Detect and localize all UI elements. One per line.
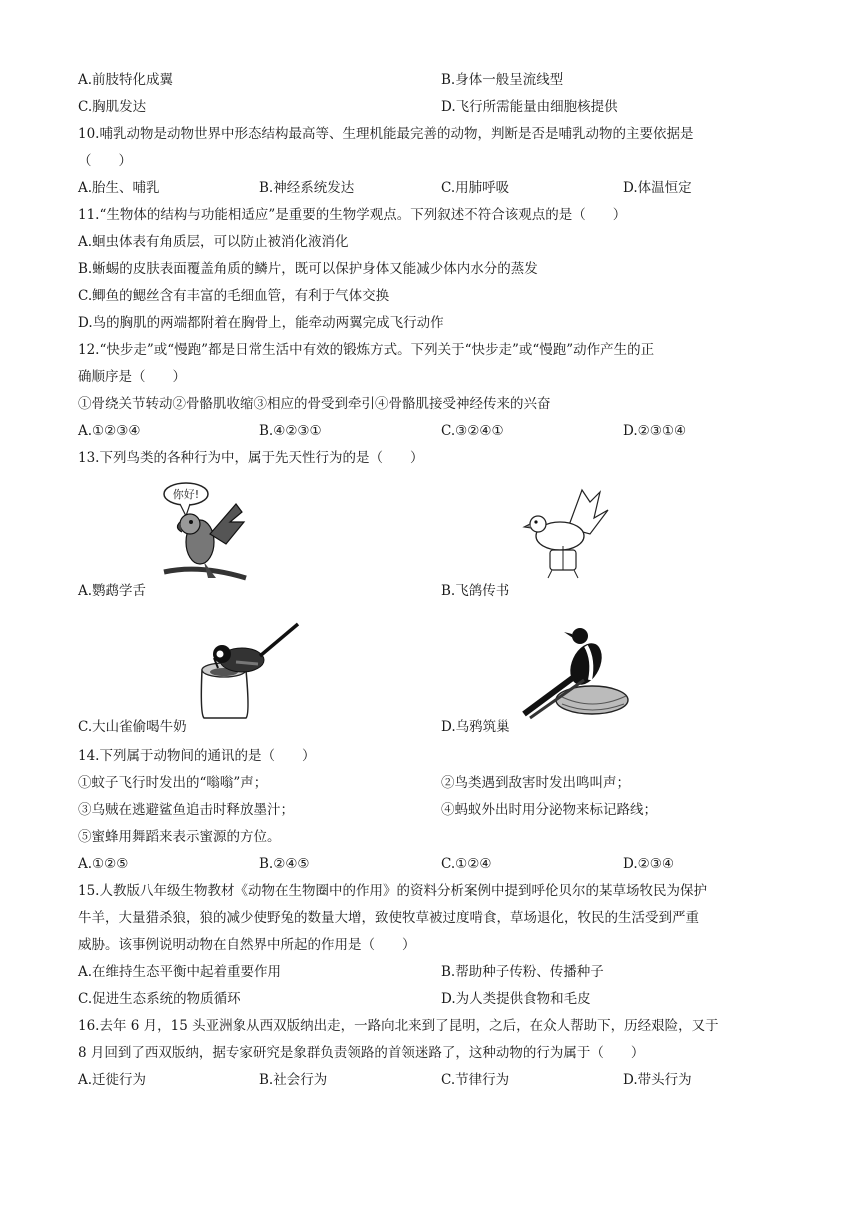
- q9-option-c: C.胸肌发达: [78, 99, 147, 115]
- q16-option-c: C.节律行为: [441, 1072, 510, 1088]
- q11-option-b: B.蜥蜴的皮肤表面覆盖角质的鳞片，既可以保护身体又能减少体内水分的蒸发: [78, 261, 538, 277]
- q12-option-d: D.②③①④: [623, 423, 687, 439]
- q14-stem: 14.下列属于动物间的通讯的是（ ）: [78, 748, 316, 764]
- q9-option-a: A.前肢特化成翼: [78, 72, 174, 88]
- q14-option-d: D.②③④: [623, 856, 674, 872]
- q9-option-b: B.身体一般呈流线型: [441, 72, 564, 88]
- q14-item-3: ③乌贼在逃避鲨鱼追击时释放墨汁；: [78, 802, 294, 818]
- q15-option-d: D.为人类提供食物和毛皮: [441, 991, 591, 1007]
- q15-stem-cont-1: 牛羊，大量猎杀狼，狼的减少使野兔的数量大增，致使牧草被过度啃食，草场退化，牧民的生活受到严重: [78, 910, 699, 926]
- q11-option-d: D.鸟的胸肌的两端都附着在胸骨上，能牵动两翼完成飞行动作: [78, 315, 444, 331]
- q13-option-c: C.大山雀偷喝牛奶: [78, 719, 187, 735]
- q13-option-b: B.飞鸽传书: [441, 583, 510, 599]
- q10-stem-cont: （ ）: [78, 153, 132, 169]
- q9-option-d: D.飞行所需能量由细胞核提供: [441, 99, 618, 115]
- q14-option-c: C.①②④: [441, 856, 492, 872]
- parrot-image: [160, 482, 256, 582]
- q10-option-a: A.胎生、哺乳: [78, 180, 160, 196]
- q14-item-1: ①蚊子飞行时发出的“嗡嗡”声；: [78, 775, 268, 791]
- q11-option-c: C.鲫鱼的鳃丝含有丰富的毛细血管，有利于气体交换: [78, 288, 390, 304]
- q16-stem-cont: 8 月回到了西双版纳，据专家研究是象群负责领路的首领迷路了，这种动物的行为属于（ ）: [78, 1045, 645, 1061]
- q16-option-d: D.带头行为: [623, 1072, 692, 1088]
- q14-item-4: ④蚂蚁外出时用分泌物来标记路线；: [441, 802, 657, 818]
- q15-stem: 15.人教版八年级生物教材《动物在生物圈中的作用》的资料分析案例中提到呼伦贝尔的某草场牧民为保护: [78, 883, 707, 899]
- q12-option-b: B.④②③①: [259, 423, 322, 439]
- q12-option-a: A.①②③④: [78, 423, 141, 439]
- q12-option-c: C.③②④①: [441, 423, 504, 439]
- tit-milk-image: [196, 620, 302, 720]
- crow-nest-image: [520, 620, 632, 720]
- q14-option-a: A.①②⑤: [78, 856, 129, 872]
- q13-stem: 13.下列鸟类的各种行为中，属于先天性行为的是（ ）: [78, 450, 424, 466]
- q12-steps: ①骨绕关节转动②骨骼肌收缩③相应的骨受到牵引④骨骼肌接受神经传来的兴奋: [78, 396, 551, 412]
- speech-bubble-text: 你好!: [172, 488, 200, 501]
- q10-option-b: B.神经系统发达: [259, 180, 355, 196]
- q12-stem: 12.“快步走”或“慢跑”都是日常生活中有效的锻炼方式。下列关于“快步走”或“慢跑”动作产生的正: [78, 342, 655, 358]
- q11-option-a: A.蛔虫体表有角质层，可以防止被消化液消化: [78, 234, 349, 250]
- q14-option-b: B.②④⑤: [259, 856, 310, 872]
- q16-option-a: A.迁徙行为: [78, 1072, 147, 1088]
- pigeon-image: [520, 484, 612, 580]
- q10-option-d: D.体温恒定: [623, 180, 692, 196]
- q14-item-5: ⑤蜜蜂用舞蹈来表示蜜源的方位。: [78, 829, 281, 845]
- q13-option-a: A.鹦鹉学舌: [78, 583, 147, 599]
- q11-stem: 11.“生物体的结构与功能相适应”是重要的生物学观点。下列叙述不符合该观点的是（ ）: [78, 207, 627, 223]
- q14-item-2: ②鸟类遇到敌害时发出鸣叫声；: [441, 775, 630, 791]
- q15-option-c: C.促进生态系统的物质循环: [78, 991, 241, 1007]
- q16-option-b: B.社会行为: [259, 1072, 328, 1088]
- q16-stem: 16.去年 6 月，15 头亚洲象从西双版纳出走，一路向北来到了昆明，之后，在众人帮助下，历经艰险，又于: [78, 1018, 719, 1034]
- q15-option-b: B.帮助种子传粉、传播种子: [441, 964, 604, 980]
- q13-option-d: D.乌鸦筑巢: [441, 719, 510, 735]
- q15-option-a: A.在维持生态平衡中起着重要作用: [78, 964, 282, 980]
- q15-stem-cont-2: 威胁。该事例说明动物在自然界中所起的作用是（ ）: [78, 937, 416, 953]
- q10-stem: 10.哺乳动物是动物世界中形态结构最高等、生理机能最完善的动物，判断是否是哺乳动物的主要依据是: [78, 126, 694, 142]
- q12-stem-cont: 确顺序是（ ）: [78, 369, 186, 385]
- q10-option-c: C.用肺呼吸: [441, 180, 510, 196]
